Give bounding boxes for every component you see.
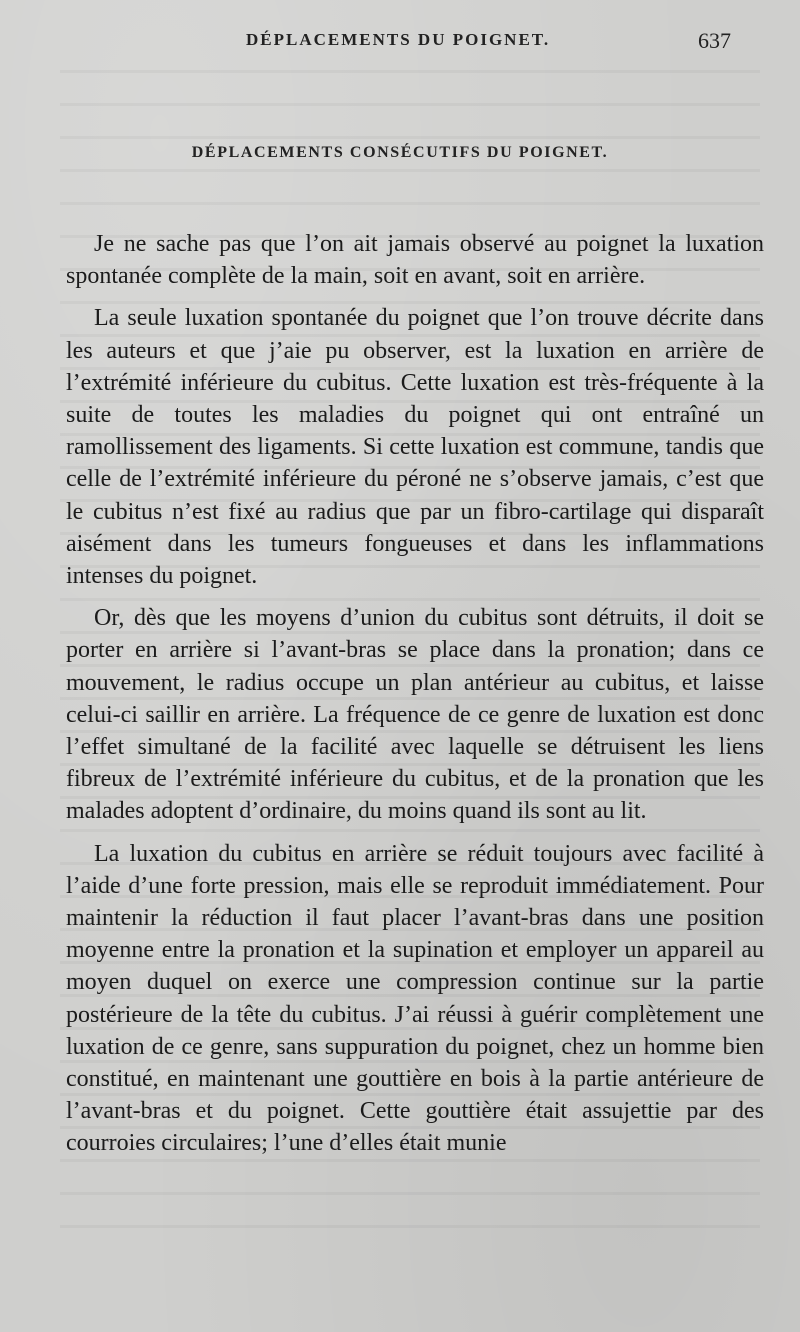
running-head [0,28,800,58]
running-title: DÉPLACEMENTS DU POIGNET. [246,30,551,49]
section-heading: DÉPLACEMENTS CONSÉCUTIFS DU POIGNET. [191,144,609,161]
page-number: 637 [698,28,731,53]
body-text [66,228,764,1160]
paragraph: La luxation du cubitus en arrière se réduit toujours avec facilité à l’aide d’une forte pression, mais elle se reproduit immédiatement. Pour maintenir la réduction il faut placer l’avant-bras dans une position moyenne entre la pronation et la supination et employer un appareil au moyen duquel on exerce une compression continue sur la partie postérieure de la tête du cubitus. J’ai réussi à guérir complètement une luxation de ce genre, sans suppuration du poignet, chez un homme bien constitué, en maintenant une gouttière en bois à la partie antérieure de l’avant-bras et du poignet. Cette gouttière était assujettie par des courroies circulaires; l’une d’elles était munie [66,840,764,1157]
paragraph: La seule luxation spontanée du poignet que l’on trouve décrite dans les auteurs et que j’aie pu observer, est la luxation en arrière de l’extrémité inférieure du cubitus. Cette luxation est très-fréquente à la suite de toutes les maladies du poignet qui ont entraîné un ramollissement des ligaments. Si cette luxation est commune, tandis que celle de l’extrémité inférieure du péroné ne s’observe jamais, c’est que le cubitus n’est fixé au radius que par un fibro-cartilage qui disparaît aisément dans les tumeurs fongueuses et dans les inflammations intenses du poignet. [66,305,764,590]
paragraph: Je ne sache pas que l’on ait jamais observé au poignet la luxation spontanée complète de la main, soit en avant, soit en arrière. [66,231,764,290]
paragraph: Or, dès que les moyens d’union du cubitus sont détruits, il doit se porter en arrière si l’avant-bras se place dans la pronation; dans ce mouvement, le radius occupe un plan antérieur au cubitus, et laisse celui-ci saillir en arrière. La fréquence de ce genre de luxation est donc l’effet simultané de la facilité avec laquelle se détruisent les liens fibreux de l’extrémité inférieure du cubitus, et de la pronation que les malades adoptent d’ordinaire, du moins quand ils sont au lit. [66,605,764,825]
